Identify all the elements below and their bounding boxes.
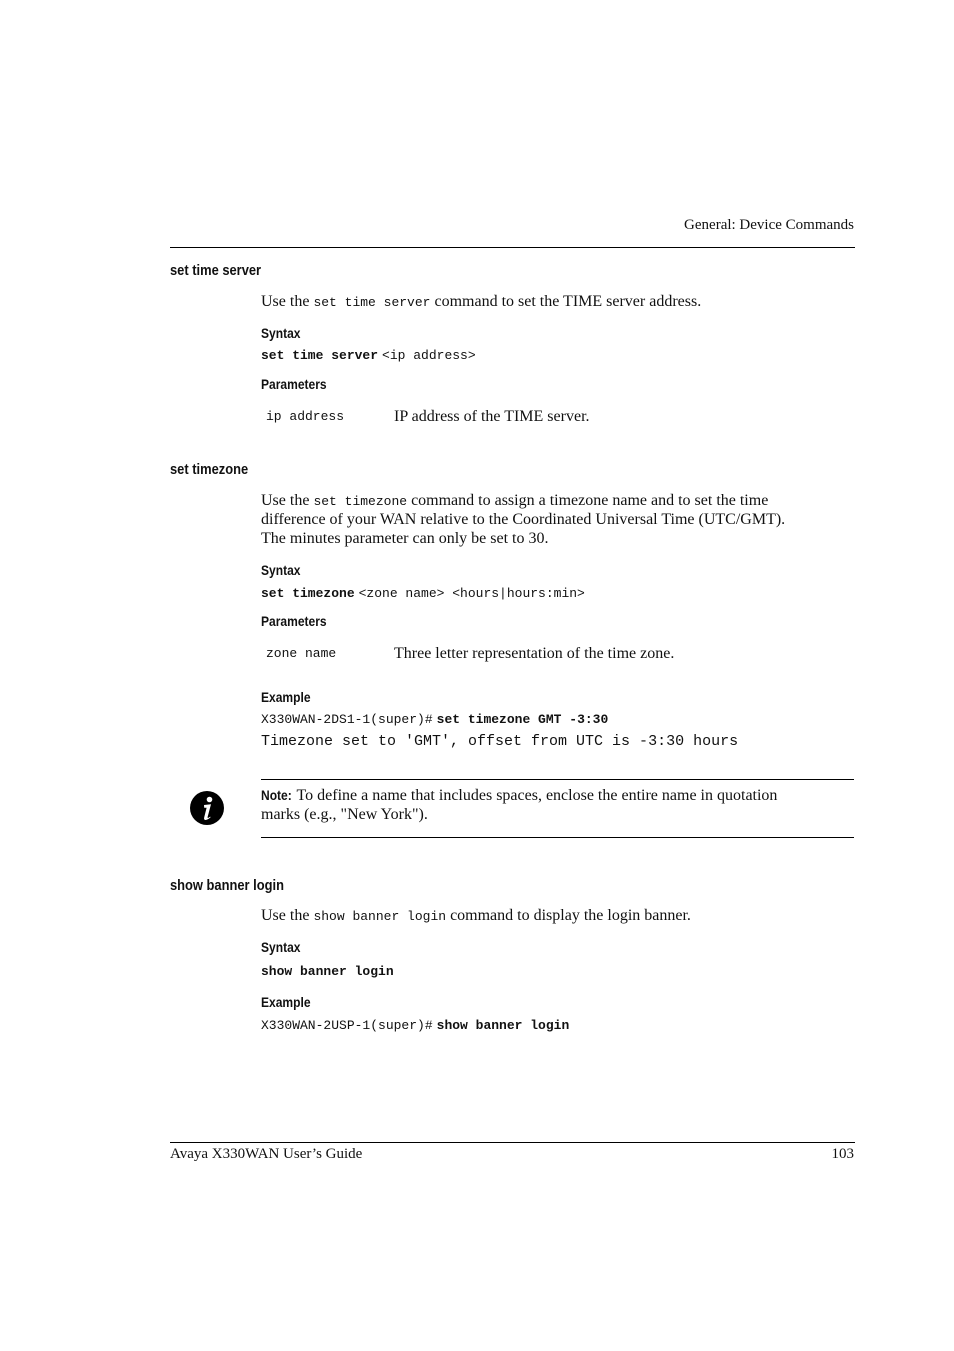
syntax-command: set timezone [261,586,355,601]
example-heading: Example [261,994,311,1010]
note-line2: marks (e.g., "New York"). [261,806,428,823]
note-text: To define a name that includes spaces, enclose the entire name in quotation [296,787,778,804]
timezone-description-line2: difference of your WAN relative to the Coordinated Universal Time (UTC/GMT). [261,511,786,528]
desc-text: command to assign a timezone name and to set the time [411,492,769,509]
syntax-heading: Syntax [261,939,301,955]
syntax-heading: Syntax [261,562,301,578]
param-description: Three letter representation of the time zone. [394,645,675,662]
desc-text: Use the [261,492,310,509]
section-title-timezone: set timezone [170,461,249,478]
section-title-time-server: set time server [170,262,262,279]
info-icon [189,790,225,826]
footer-rule [170,1142,855,1143]
parameters-heading: Parameters [261,613,327,629]
syntax-heading: Syntax [261,325,301,341]
cli-command: show banner login [436,1018,570,1033]
note-bottom-rule [261,837,854,838]
cli-command: set timezone GMT -3:30 [436,712,609,727]
inline-command: set timezone [313,494,408,509]
page-number: 103 [831,1146,854,1162]
param-name: ip address [266,409,345,424]
footer-guide-title: Avaya X330WAN User’s Guide [170,1146,363,1162]
time-server-syntax [261,346,476,364]
inline-command: set time server [313,295,431,310]
banner-description [261,906,691,926]
param-name: zone name [266,646,337,661]
cli-prompt: X330WAN-2USP-1(super)# [261,1018,433,1033]
timezone-description-line1 [261,491,768,511]
banner-example-command [261,1016,569,1034]
syntax-argument: <zone name> <hours|hours:min> [358,586,585,601]
example-heading: Example [261,689,311,705]
timezone-syntax [261,584,585,602]
note-label: Note: [261,787,292,803]
desc-text: Use the [261,293,310,310]
syntax-command: set time server [261,348,379,363]
running-header: General: Device Commands [684,217,854,233]
cli-prompt: X330WAN-2DS1-1(super)# [261,712,433,727]
section-title-banner: show banner login [170,877,284,894]
timezone-description-line3: The minutes parameter can only be set to 30. [261,530,549,547]
desc-text: command to display the login banner. [450,907,691,924]
header-rule [170,247,855,248]
time-server-description [261,292,701,312]
note-top-rule [261,779,854,780]
param-description: IP address of the TIME server. [394,408,590,425]
parameters-heading: Parameters [261,376,327,392]
note-line1 [261,786,777,805]
banner-syntax: show banner login [261,964,394,979]
inline-command: show banner login [313,909,447,924]
syntax-argument: <ip address> [382,348,476,363]
desc-text: Use the [261,907,310,924]
timezone-example-output: Timezone set to 'GMT', offset from UTC is -3:30 hours [261,733,739,750]
timezone-example-command [261,710,608,728]
desc-text: command to set the TIME server address. [434,293,702,310]
